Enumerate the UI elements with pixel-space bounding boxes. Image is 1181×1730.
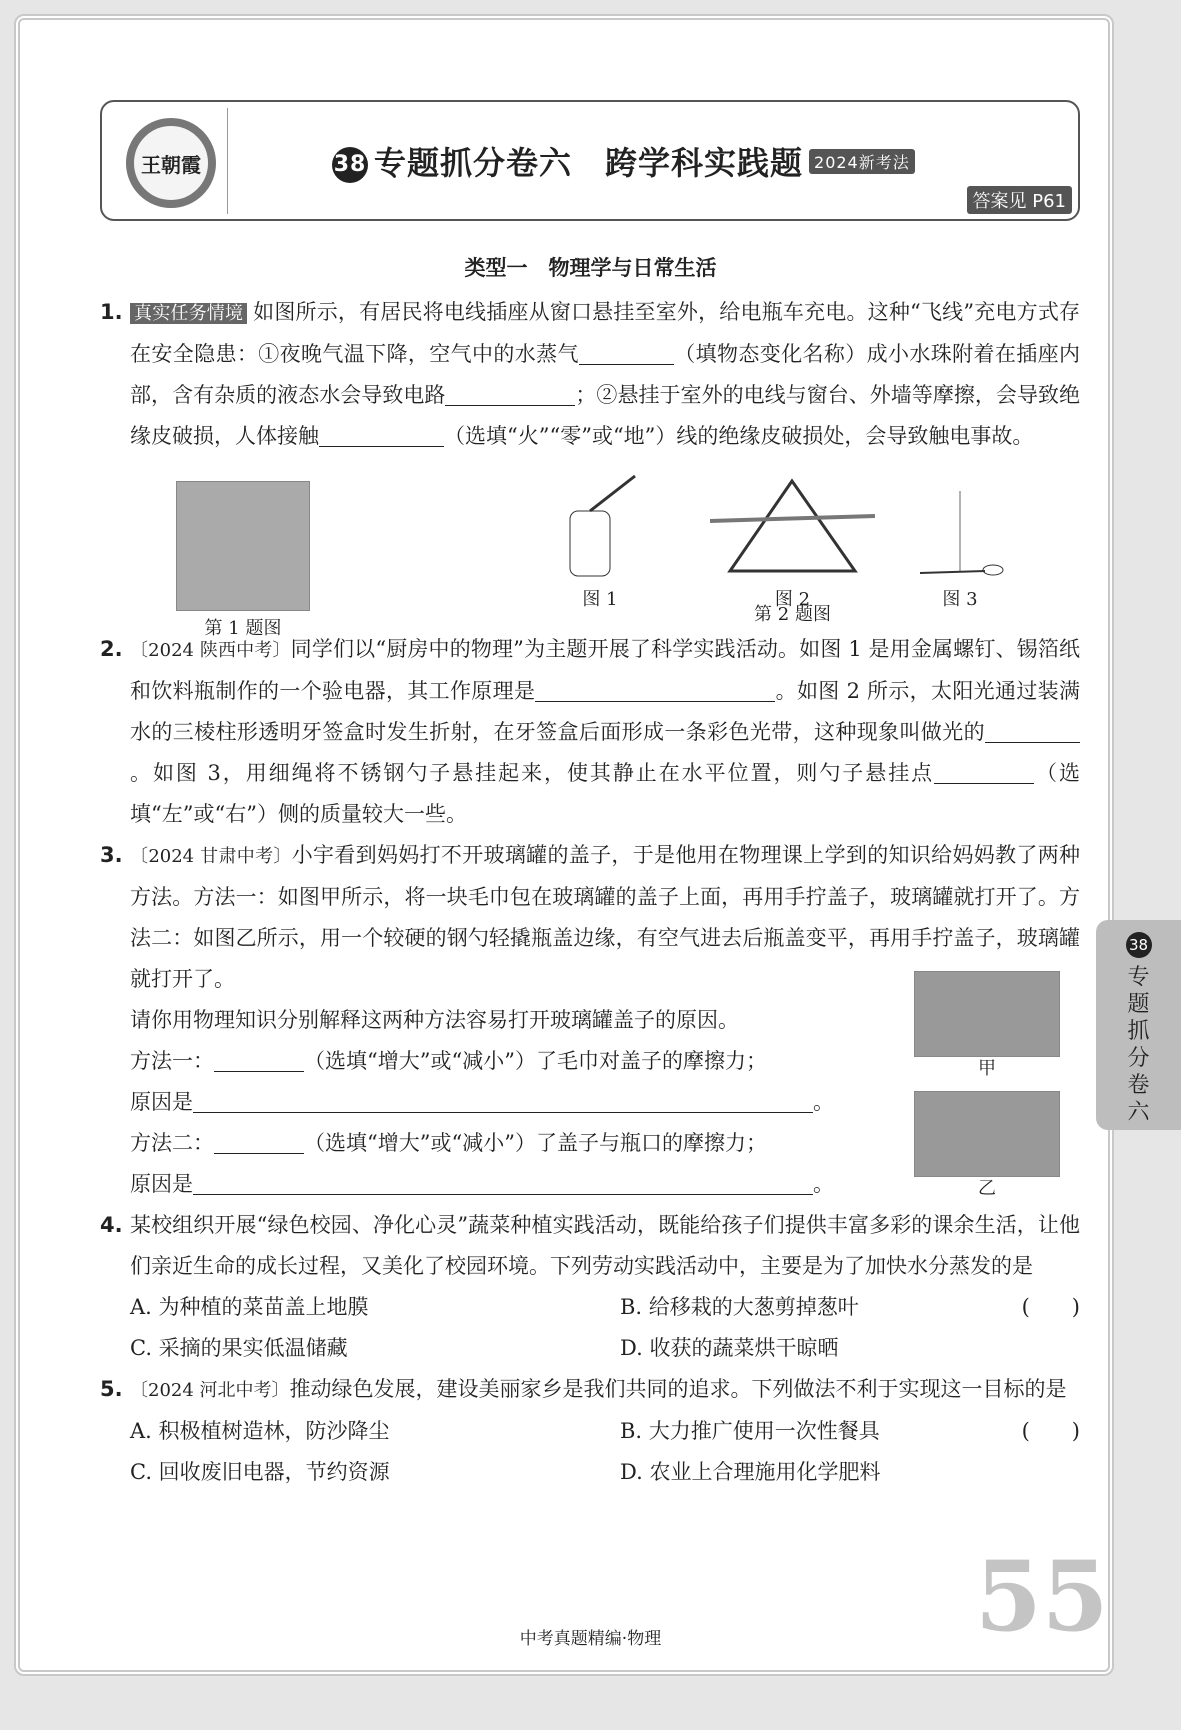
label: 方法一： — [130, 1049, 214, 1073]
reason-2 — [130, 1164, 850, 1205]
tab-char: 卷 — [1127, 1073, 1150, 1098]
caption: 乙 — [978, 1178, 996, 1199]
caption: 图 2 — [774, 589, 811, 610]
footer-text: 中考真题精编·物理 — [519, 1629, 662, 1649]
option-c[interactable]: C. 采摘的果实低温储藏 — [130, 1336, 348, 1360]
label: 原因是 — [130, 1090, 193, 1114]
q4-text: 某校组织开展“绿色校园、净化心灵”蔬菜种植实践活动，既能给孩子们提供丰富多彩的课余生活，让他们亲近生命的成长过程，又美化了校园环境。下列劳动实践活动中，主要是为了加快水分蒸发的是 — [130, 1213, 1080, 1278]
question-number: 1. — [100, 300, 123, 324]
caption: 第 1 题图 — [204, 618, 282, 639]
caption: 甲 — [978, 1058, 996, 1079]
electroscope-bottle-drawing — [555, 471, 645, 581]
option-a[interactable]: A. 为种植的菜苗盖上地膜 — [130, 1295, 369, 1319]
question-3 — [100, 835, 1080, 1205]
q5-text: 推动绿色发展，建设美丽家乡是我们共同的追求。下列做法不利于实现这一目标的是 — [289, 1377, 1067, 1401]
topic-number: 38 — [332, 147, 368, 183]
page-number: 55 — [975, 1540, 1109, 1653]
prism-drawing — [710, 471, 875, 581]
method-2 — [130, 1123, 850, 1164]
source-tag: 〔2024 甘肃中考〕 — [130, 846, 292, 867]
option-a[interactable]: A. 积极植树造林，防沙降尘 — [130, 1419, 390, 1443]
option-c[interactable]: C. 回收废旧电器，节约资源 — [130, 1460, 390, 1484]
question-1 — [100, 292, 1080, 457]
spoon-jar-photo — [914, 1091, 1060, 1177]
question-2 — [100, 629, 1080, 835]
answer-blank[interactable] — [193, 1091, 813, 1113]
question-number: 4. — [100, 1213, 123, 1237]
method-1 — [130, 1041, 850, 1082]
q3-text: 小宇看到妈妈打不开玻璃罐的盖子，于是他用在物理课上学到的知识给妈妈教了两种方法。方法一：如图甲所示，将一块毛巾包在玻璃罐的盖子上面，再用手拧盖子，玻璃罐就打开了。方法二：如图乙所示，用一个较硬的钢勺轻撬瓶盖边缘，有空气进去后瓶盖变平，再用手拧盖子，玻璃罐就打开了。 — [130, 843, 1081, 991]
answer-paren[interactable]: ( ) — [1021, 1295, 1080, 1319]
q4-options — [100, 1287, 1022, 1369]
reason-1 — [130, 1082, 850, 1123]
tab-char: 六 — [1127, 1100, 1150, 1125]
caption: 图 1 — [582, 589, 618, 610]
answer-blank[interactable] — [214, 1050, 304, 1072]
q2-text: 同学们以“厨房中的物理”为主题开展了科学实践活动。如图 1 是用金属螺钉、锡箔纸和饮料瓶制作的一个验电器，其工作原理是 — [130, 637, 1081, 703]
q5-options — [100, 1411, 1022, 1493]
title-text: 专题抓分卷六 跨学科实践题 — [374, 144, 804, 182]
answer-blank[interactable] — [445, 384, 575, 406]
side-tab — [1096, 920, 1181, 1130]
q1-text: （填物态变化名称）成小水珠附着在插座内部，含有杂质的液态水会导致电路 — [130, 342, 1080, 407]
fig3 — [915, 471, 1005, 612]
answer-blank[interactable] — [193, 1173, 813, 1195]
tab-char: 专 — [1127, 965, 1150, 990]
spoon-drawing — [915, 471, 1005, 581]
source-tag: 〔2024 陕西中考〕 — [130, 640, 291, 661]
answer-blank[interactable] — [319, 425, 444, 447]
tab-char: 抓 — [1127, 1019, 1150, 1044]
q2-caption: 第 2 题图 — [754, 604, 831, 625]
text: 。 — [813, 1172, 834, 1196]
source-tag: 〔2024 河北中考〕 — [130, 1380, 290, 1401]
q3-ask: 请你用物理知识分别解释这两种方法容易打开玻璃罐盖子的原因。 — [130, 1008, 739, 1032]
q2-text: 。如图 3，用细绳将不锈钢勺子悬挂起来，使其静止在水平位置，则勺子悬挂点 — [130, 761, 935, 785]
image-yi — [914, 1091, 1060, 1201]
header-box — [100, 100, 1080, 221]
question-number: 3. — [100, 843, 123, 867]
question-number: 5. — [100, 1377, 123, 1401]
option-d[interactable]: D. 收获的蔬菜烘干晾晒 — [620, 1336, 839, 1360]
q1-figure — [176, 481, 310, 641]
text: 。 — [813, 1090, 834, 1114]
label: 原因是 — [130, 1172, 193, 1196]
answer-blank[interactable] — [985, 721, 1080, 743]
q1-text: ；②悬挂于室外的电线与窗台、外墙等摩擦，会导致绝缘皮破损，人体接触 — [130, 383, 1081, 448]
tab-char: 分 — [1127, 1046, 1150, 1071]
caption: 图 3 — [942, 589, 978, 610]
section-heading: 类型一 物理学与日常生活 — [464, 256, 717, 280]
q1-text: 如图所示，有居民将电线插座从窗口悬挂至室外，给电瓶车充电。这种“飞线”充电方式存在安全隐患：①夜晚气温下降，空气中的水蒸气 — [130, 300, 1081, 366]
option-b[interactable]: B. 给移栽的大葱剪掉葱叶 — [620, 1295, 859, 1319]
image-jia — [914, 971, 1060, 1081]
scooter-photo — [176, 481, 310, 611]
text: （选填“增大”或“减小”）了盖子与瓶口的摩擦力； — [304, 1131, 767, 1155]
topic-number: 38 — [1126, 932, 1152, 958]
q2-text: 。如图 2 所示，太阳光通过装满水的三棱柱形透明牙签盒时发生折射，在牙签盒后面形成一条彩色光带，这种现象叫做光的 — [130, 679, 1081, 744]
answer-reference: 答案见 P61 — [967, 186, 1072, 214]
towel-jar-photo — [914, 971, 1060, 1057]
tab-char: 题 — [1127, 992, 1150, 1017]
logo-seal: 王朝霞 — [126, 118, 216, 208]
task-tag: 真实任务情境 — [130, 303, 247, 324]
question-number: 2. — [100, 637, 123, 661]
q2-text: （选填“左”或“右”）侧的质量较大一些。 — [130, 761, 1080, 826]
answer-paren[interactable]: ( ) — [1021, 1419, 1080, 1443]
new-exam-badge: 2024新考法 — [809, 149, 915, 174]
answer-blank[interactable] — [214, 1132, 304, 1154]
fig2 — [710, 471, 875, 612]
q1-text: （选填“火”“零”或“地”）线的绝缘皮破损处，会导致触电事故。 — [444, 424, 1034, 448]
option-d[interactable]: D. 农业上合理施用化学肥料 — [620, 1460, 881, 1484]
logo — [110, 108, 228, 214]
text: （选填“增大”或“减小”）了毛巾对盖子的摩擦力； — [304, 1049, 767, 1073]
answer-blank[interactable] — [934, 762, 1034, 784]
label: 方法二： — [130, 1131, 214, 1155]
option-b[interactable]: B. 大力推广使用一次性餐具 — [620, 1419, 880, 1443]
answer-blank[interactable] — [579, 343, 674, 365]
fig1 — [555, 471, 645, 612]
figures-row — [100, 457, 1080, 639]
answer-blank[interactable] — [535, 680, 775, 702]
page-title — [332, 138, 915, 184]
questions — [100, 292, 1080, 1493]
